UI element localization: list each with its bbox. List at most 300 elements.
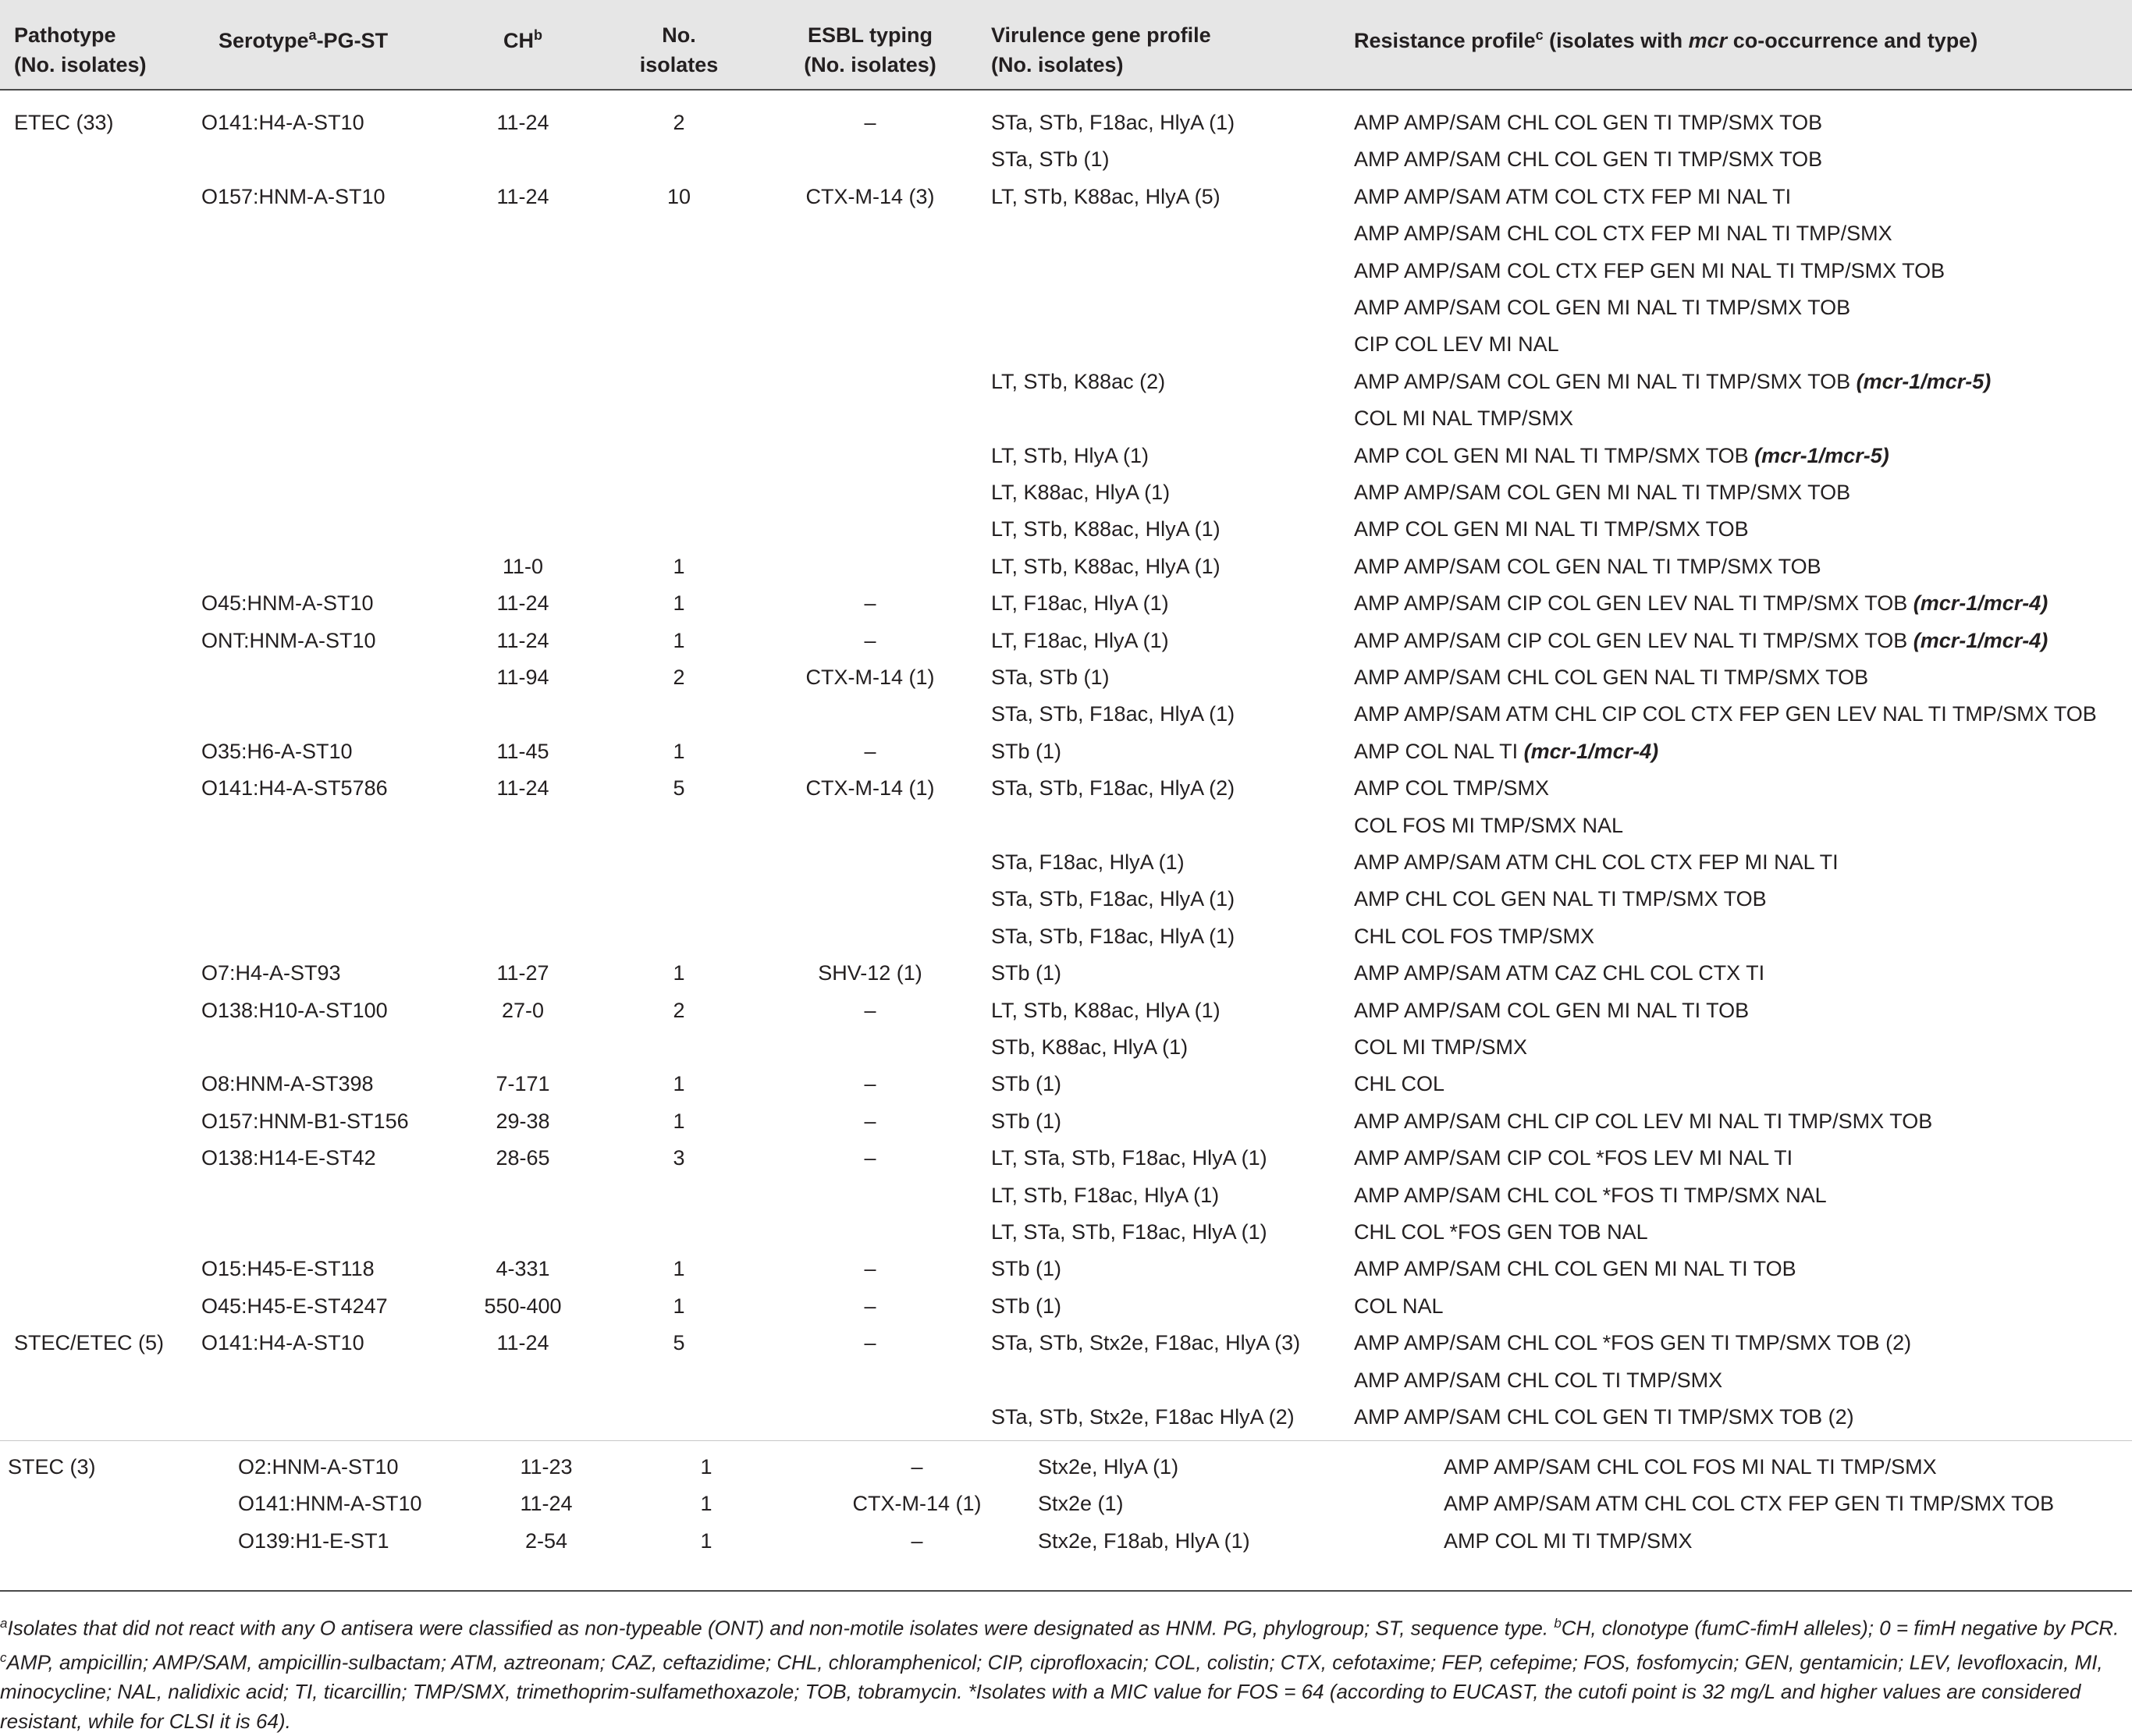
cell-resistance [1354,111,1822,134]
esbl-text: – [864,1072,876,1096]
cell-virulence [991,666,1110,689]
virulence-text: LT, F18ac, HlyA (1) [991,591,1169,616]
cell-resistance [1354,999,1749,1022]
cell-resistance [1354,1294,1444,1318]
clonotype-text: 4-331 [496,1257,550,1281]
cell-resistance [1354,1035,1527,1059]
virulence-text: Stx2e (1) [1038,1492,1124,1516]
resistance-text: AMP AMP/SAM CHL COL GEN TI TMP/SMX TOB [1354,147,1823,172]
cell-clonotype [460,591,585,615]
resistance-text: AMP AMP/SAM ATM CAZ CHL COL CTX TI [1354,961,1765,985]
cell-isolate-count [644,1529,769,1553]
cell-serotype [201,1072,374,1095]
cell-esbl [780,999,960,1022]
cell-resistance [1444,1492,2054,1515]
cell-serotype [201,629,376,652]
serotype-text: O35:H6-A-ST10 [201,739,353,763]
cell-serotype [201,740,353,763]
footnote-a-text: Isolates that did not react with any O antisera were classified as non-typeable (ONT) and non-motile isolates were designated as HNM. PG, phylogroup; ST, sequence type. [7,1616,1555,1640]
cell-clonotype [460,555,585,578]
footnote [0,1609,2124,1736]
esbl-text: – [864,111,876,134]
stec-separator-rule [0,1440,2132,1441]
resistance-text: AMP AMP/SAM COL GEN MI NAL TI TMP/SMX TOB [1354,481,1851,504]
header-no-isolates [617,20,741,80]
cell-esbl [780,666,960,689]
esbl-text: – [864,1257,876,1281]
clonotype-text: 11-0 [502,554,544,578]
cell-resistance [1354,961,1764,985]
cell-virulence [991,591,1169,615]
resistance-text: AMP AMP/SAM CHL COL GEN NAL TI TMP/SMX TOB [1354,666,1869,689]
cell-virulence [991,147,1110,171]
virulence-text: LT, STb, K88ac, HlyA (5) [991,184,1221,208]
cell-clonotype [460,1072,585,1095]
pathotype-text: STEC (3) [8,1455,96,1479]
cell-resistance [1354,259,1945,282]
cell-isolate-count [617,1072,741,1095]
resistance-text: CHL COL *FOS GEN TOB NAL [1354,1220,1648,1244]
clonotype-text: 11-24 [496,111,549,134]
resistance-text: AMP AMP/SAM CHL CIP COL LEV MI NAL TI TMP/SMX TOB [1354,1109,1933,1133]
cell-resistance [1354,1220,1648,1244]
header-pathotype [14,20,147,80]
resistance-text: AMP AMP/SAM COL CTX FEP GEN MI NAL TI TMP/SMX TOB [1354,258,1945,282]
cell-resistance [1354,296,1850,319]
esbl-text: – [864,1109,876,1133]
resistance-text: CHL COL [1354,1072,1445,1096]
cell-isolate-count [617,1109,741,1133]
virulence-text: STb, K88ac, HlyA (1) [991,1035,1189,1059]
cell-virulence [991,1146,1267,1170]
serotype-text: O2:HNM-A-ST10 [238,1455,399,1479]
serotype-text: O141:H4-A-ST10 [201,1331,364,1355]
serotype-text: O45:HNM-A-ST10 [201,591,374,616]
header-pathotype-line2: (No. isolates) [14,53,147,76]
cell-virulence [991,555,1221,578]
cell-esbl [780,591,960,615]
virulence-text: LT, STb, K88ac, HlyA (1) [991,998,1221,1022]
footnote-c-text: AMP, ampicillin; AMP/SAM, ampicillin-sulbactam; ATM, aztreonam; CAZ, ceftazidime; CHL, chloramphenicol; CIP, ciprofloxacin; COL, colistin; CTX, cefotaxime; FEP, cefepime; FOS, fosfomycin; GEN, gentamicin; LEV, levofloxacin, MI, minocycline; NAL, nalidixic acid; TI, ticarcillin; TMP/SMX, trimethoprim-sulfamethoxazole; TOB, tobramycin. *Isolates with a MIC value for FOS = 64 (according to EUCAST, the cutofi point is 32 mg/L and higher values are considered resistant, while for CLSI it is 64). [0,1650,2103,1734]
cell-clonotype [460,999,585,1022]
cell-serotype [201,961,341,985]
cell-virulence [991,850,1185,874]
resistance-text: COL MI TMP/SMX [1354,1035,1528,1059]
cell-virulence [991,111,1235,134]
cell-resistance [1354,370,1991,393]
cell-isolate-count [617,1331,741,1354]
virulence-text: STa, STb, F18ac, HlyA (2) [991,776,1235,801]
resistance-text: COL FOS MI TMP/SMX NAL [1354,813,1624,837]
clonotype-text: 11-24 [496,628,549,652]
virulence-text: STa, STb (1) [991,666,1110,689]
header-rule [0,89,2132,91]
cell-virulence [991,1072,1061,1095]
cell-pathotype [8,1455,96,1479]
cell-pathotype [14,111,114,134]
cell-esbl [780,111,960,134]
cell-resistance [1354,1257,1796,1280]
header-resistance-label: Resistance profile [1354,29,1536,52]
isolate-count-text: 1 [673,1109,685,1133]
cell-clonotype [460,1331,585,1354]
serotype-text: O141:H4-A-ST5786 [201,776,388,801]
cell-serotype [201,185,386,208]
cell-clonotype [460,1109,585,1133]
isolate-count-text: 1 [673,554,685,578]
cell-esbl [827,1455,1007,1479]
cell-isolate-count [617,629,741,652]
isolate-count-text: 1 [700,1492,712,1516]
cell-isolate-count [644,1492,769,1515]
footnote-b-sup: b [1554,1616,1562,1631]
resistance-text: AMP AMP/SAM COL GEN NAL TI TMP/SMX TOB [1354,554,1821,578]
resistance-text: AMP AMP/SAM ATM CHL CIP COL CTX FEP GEN LEV NAL TI TMP/SMX TOB [1354,702,2097,726]
header-resistance-mcr: mcr [1688,29,1728,52]
isolate-count-text: 5 [673,776,685,801]
cell-virulence [1038,1529,1250,1553]
esbl-text: CTX-M-14 (1) [805,666,935,689]
header-resistance [1354,20,1977,55]
cell-resistance [1444,1529,1693,1553]
resistance-text: AMP COL NAL TI [1354,739,1519,763]
resistance-text: CIP COL LEV MI NAL [1354,332,1559,357]
header-virulence-line1: Virulence gene profile [991,23,1211,47]
resistance-text: AMP AMP/SAM CHL COL GEN MI NAL TI TOB [1354,1257,1796,1281]
serotype-text: O139:H1-E-ST1 [238,1528,389,1553]
esbl-text: – [864,1294,876,1318]
virulence-text: Stx2e, F18ab, HlyA (1) [1038,1528,1250,1553]
resistance-text: AMP AMP/SAM CIP COL *FOS LEV MI NAL TI [1354,1146,1793,1170]
footnote-a-sup: a [0,1616,8,1631]
header-serotype-rest: -PG-ST [316,29,389,52]
cell-isolate-count [617,1257,741,1280]
cell-clonotype [460,666,585,689]
cell-virulence [991,1109,1061,1133]
header-no-isolates-line2: isolates [639,53,719,76]
virulence-text: STa, STb, F18ac, HlyA (1) [991,887,1235,911]
cell-serotype [201,999,388,1022]
clonotype-text: 11-24 [496,184,549,208]
cell-clonotype [460,1294,585,1318]
esbl-text: CTX-M-14 (1) [805,776,935,801]
esbl-text: – [864,1146,876,1170]
clonotype-text: 27-0 [501,998,545,1022]
cell-virulence [1038,1455,1178,1479]
resistance-text: AMP AMP/SAM CHL COL CTX FEP MI NAL TI TMP/SMX [1354,222,1892,246]
resistance-text: AMP AMP/SAM CIP COL GEN LEV NAL TI TMP/SMX TOB [1354,591,1908,616]
clonotype-text: 11-24 [496,591,549,616]
virulence-text: STb (1) [991,1072,1062,1096]
cell-virulence [991,776,1235,800]
cell-clonotype [484,1529,609,1553]
isolate-count-text: 1 [673,1257,685,1281]
cell-clonotype [460,961,585,985]
esbl-text: – [864,998,876,1022]
isolate-count-text: 1 [673,628,685,652]
cell-clonotype [460,629,585,652]
cell-resistance [1354,629,2048,652]
header-ch-sup: b [534,27,542,43]
isolate-count-text: 2 [673,666,685,689]
header-resistance-post: co-occurrence and type) [1727,29,1978,52]
cell-resistance [1354,776,1549,800]
virulence-text: LT, K88ac, HlyA (1) [991,481,1171,504]
cell-esbl [827,1529,1007,1553]
cell-resistance [1354,591,2048,615]
mcr-type: (mcr-1/mcr-5) [1856,369,1992,393]
virulence-text: STb (1) [991,739,1062,763]
virulence-text: Stx2e, HlyA (1) [1038,1455,1179,1479]
header-serotype-label: Serotype [219,29,309,52]
cell-esbl [780,1109,960,1133]
cell-clonotype [460,185,585,208]
cell-virulence [991,925,1235,948]
cell-isolate-count [617,185,741,208]
cell-esbl [780,1257,960,1280]
cell-serotype [201,1257,375,1280]
clonotype-text: 7-171 [496,1072,550,1096]
cell-virulence [991,740,1061,763]
cell-resistance [1354,1184,1827,1207]
pathotype-text: ETEC (33) [14,111,114,134]
cell-virulence [1038,1492,1124,1515]
cell-virulence [991,370,1165,393]
cell-resistance [1354,406,1573,430]
isolate-count-text: 1 [673,591,685,616]
clonotype-text: 11-23 [520,1455,573,1479]
cell-resistance [1354,147,1822,171]
cell-resistance [1354,1146,1793,1170]
cell-clonotype [460,776,585,800]
resistance-text: AMP AMP/SAM CHL COL *FOS GEN TI TMP/SMX TOB (2) [1354,1331,1912,1355]
virulence-text: LT, F18ac, HlyA (1) [991,628,1169,652]
resistance-text: AMP COL GEN MI NAL TI TMP/SMX TOB [1354,517,1749,541]
clonotype-text: 11-24 [496,1331,549,1355]
cell-resistance [1354,555,1821,578]
virulence-text: LT, STb, HlyA (1) [991,443,1150,467]
mcr-type: (mcr-1/mcr-4) [1523,739,1659,763]
mcr-type: (mcr-1/mcr-5) [1754,443,1889,467]
virulence-text: STa, STb, Stx2e, F18ac HlyA (2) [991,1405,1295,1429]
serotype-text: O7:H4-A-ST93 [201,961,341,985]
cell-virulence [991,481,1170,504]
virulence-text: LT, STb, F18ac, HlyA (1) [991,1183,1220,1207]
esbl-text: SHV-12 (1) [818,961,922,985]
cell-resistance [1354,887,1767,911]
resistance-text: AMP COL MI TI TMP/SMX [1444,1528,1693,1553]
esbl-text: – [911,1455,923,1479]
esbl-text: – [911,1528,923,1553]
virulence-text: LT, STb, K88ac, HlyA (1) [991,517,1221,541]
cell-virulence [991,1257,1061,1280]
cell-isolate-count [617,1146,741,1170]
mcr-type: (mcr-1/mcr-4) [1913,628,2048,652]
cell-resistance [1354,925,1594,948]
cell-isolate-count [617,111,741,134]
mcr-type: (mcr-1/mcr-4) [1913,591,2048,616]
clonotype-text: 11-45 [496,739,549,763]
resistance-text: AMP CHL COL GEN NAL TI TMP/SMX TOB [1354,887,1767,911]
cell-virulence [991,1184,1219,1207]
virulence-text: STb (1) [991,1257,1062,1281]
serotype-text: O15:H45-E-ST118 [201,1257,375,1281]
esbl-text: CTX-M-14 (1) [852,1492,982,1516]
cell-virulence [991,1220,1267,1244]
isolate-count-text: 3 [673,1146,685,1170]
resistance-text: CHL COL FOS TMP/SMX [1354,924,1595,948]
resistance-text: AMP AMP/SAM CIP COL GEN LEV NAL TI TMP/SMX TOB [1354,628,1908,652]
cell-serotype [238,1455,399,1479]
clonotype-text: 11-94 [496,666,549,689]
cell-esbl [780,740,960,763]
cell-isolate-count [644,1455,769,1479]
cell-esbl [780,1294,960,1318]
cell-resistance [1354,185,1791,208]
clonotype-text: 11-24 [496,776,549,801]
cell-isolate-count [617,591,741,615]
header-virulence-line2: (No. isolates) [991,53,1124,76]
header-serotype-sup: a [308,27,317,43]
resistance-text: AMP COL TMP/SMX [1354,776,1550,801]
isolate-count-text: 2 [673,111,685,134]
cell-esbl [780,1146,960,1170]
esbl-text: CTX-M-14 (3) [805,184,935,208]
resistance-text: AMP AMP/SAM CHL COL FOS MI NAL TI TMP/SMX [1444,1455,1937,1479]
header-resistance-sup: c [1535,27,1544,43]
cell-clonotype [460,1146,585,1170]
cell-isolate-count [617,740,741,763]
cell-clonotype [460,740,585,763]
cell-resistance [1354,332,1559,356]
isolate-count-text: 1 [673,1072,685,1096]
cell-serotype [201,1331,364,1354]
resistance-text: AMP AMP/SAM COL GEN MI NAL TI TOB [1354,998,1750,1022]
cell-esbl [780,776,960,800]
isolate-count-text: 1 [700,1455,712,1479]
clonotype-text: 29-38 [496,1109,550,1133]
header-no-isolates-line1: No. [662,23,696,47]
resistance-text: COL MI NAL TMP/SMX [1354,406,1574,431]
clonotype-text: 28-65 [496,1146,550,1170]
cell-resistance [1354,666,1868,689]
serotype-text: O141:HNM-A-ST10 [238,1492,422,1516]
cell-virulence [991,517,1221,541]
virulence-text: LT, STb, K88ac (2) [991,369,1166,393]
cell-serotype [201,1294,388,1318]
cell-virulence [991,1035,1188,1059]
cell-virulence [991,999,1221,1022]
esbl-text: – [864,591,876,616]
cell-virulence [991,1331,1300,1354]
virulence-text: LT, STb, K88ac, HlyA (1) [991,554,1221,578]
cell-serotype [201,1146,376,1170]
header-ch [460,20,585,55]
virulence-text: STa, STb, F18ac, HlyA (1) [991,924,1235,948]
clonotype-text: 2-54 [524,1528,568,1553]
cell-resistance [1354,222,1892,245]
cell-clonotype [460,111,585,134]
isolate-count-text: 1 [700,1528,712,1553]
cell-resistance [1354,444,1889,467]
cell-pathotype [14,1331,164,1354]
cell-esbl [827,1492,1007,1515]
cell-isolate-count [617,776,741,800]
serotype-text: O45:H45-E-ST4247 [201,1294,388,1318]
cell-virulence [991,444,1149,467]
cell-virulence [991,1294,1061,1318]
isolate-count-text: 1 [673,961,685,985]
header-serotype [219,20,388,55]
resistance-text: AMP COL GEN MI NAL TI TMP/SMX TOB [1354,443,1749,467]
cell-serotype [238,1492,422,1515]
virulence-text: STb (1) [991,1109,1062,1133]
clonotype-text: 11-27 [496,961,549,985]
serotype-text: O157:HNM-B1-ST156 [201,1109,409,1133]
cell-serotype [201,776,388,800]
pathotype-text: STEC/ETEC (5) [14,1331,165,1355]
cell-serotype [238,1529,389,1553]
cell-resistance [1354,702,2097,726]
cell-clonotype [460,1257,585,1280]
serotype-text: O8:HNM-A-ST398 [201,1072,374,1096]
resistance-text: COL NAL [1354,1294,1444,1318]
cell-resistance [1354,1072,1444,1095]
cell-clonotype [484,1455,609,1479]
cell-virulence [991,629,1169,652]
resistance-text: AMP AMP/SAM CHL COL *FOS TI TMP/SMX NAL [1354,1183,1827,1207]
virulence-text: LT, STa, STb, F18ac, HlyA (1) [991,1146,1267,1170]
resistance-text: AMP AMP/SAM CHL COL GEN TI TMP/SMX TOB (2) [1354,1405,1854,1429]
cell-resistance [1354,481,1850,504]
cell-esbl [780,185,960,208]
resistance-text: AMP AMP/SAM CHL COL TI TMP/SMX [1354,1368,1723,1392]
serotype-text: O138:H10-A-ST100 [201,998,388,1022]
cell-esbl [780,629,960,652]
isolate-count-text: 5 [673,1331,685,1355]
serotype-text: O157:HNM-A-ST10 [201,184,386,208]
cell-esbl [780,961,960,985]
cell-resistance [1354,1331,1911,1354]
esbl-text: – [864,628,876,652]
cell-clonotype [484,1492,609,1515]
cell-resistance [1354,1369,1722,1392]
clonotype-text: 11-24 [520,1492,573,1516]
cell-virulence [991,887,1235,911]
header-esbl-line1: ESBL typing [807,23,933,47]
cell-resistance [1354,740,1658,763]
header-virulence [991,20,1211,80]
virulence-text: STb (1) [991,1294,1062,1318]
footnote-c-sup: c [0,1649,7,1665]
header-esbl [780,20,960,80]
cell-resistance [1354,814,1623,837]
header-pathotype-line1: Pathotype [14,23,116,47]
cell-isolate-count [617,999,741,1022]
resistance-text: AMP AMP/SAM CHL COL GEN TI TMP/SMX TOB [1354,111,1823,134]
cell-virulence [991,702,1235,726]
cell-serotype [201,111,364,134]
cell-isolate-count [617,555,741,578]
cell-resistance [1354,1405,1854,1429]
virulence-text: STa, STb, Stx2e, F18ac, HlyA (3) [991,1331,1301,1355]
cell-serotype [201,1109,409,1133]
header-esbl-line2: (No. isolates) [804,53,936,76]
cell-isolate-count [617,666,741,689]
cell-isolate-count [617,1294,741,1318]
cell-resistance [1354,850,1839,874]
serotype-text: ONT:HNM-A-ST10 [201,628,376,652]
